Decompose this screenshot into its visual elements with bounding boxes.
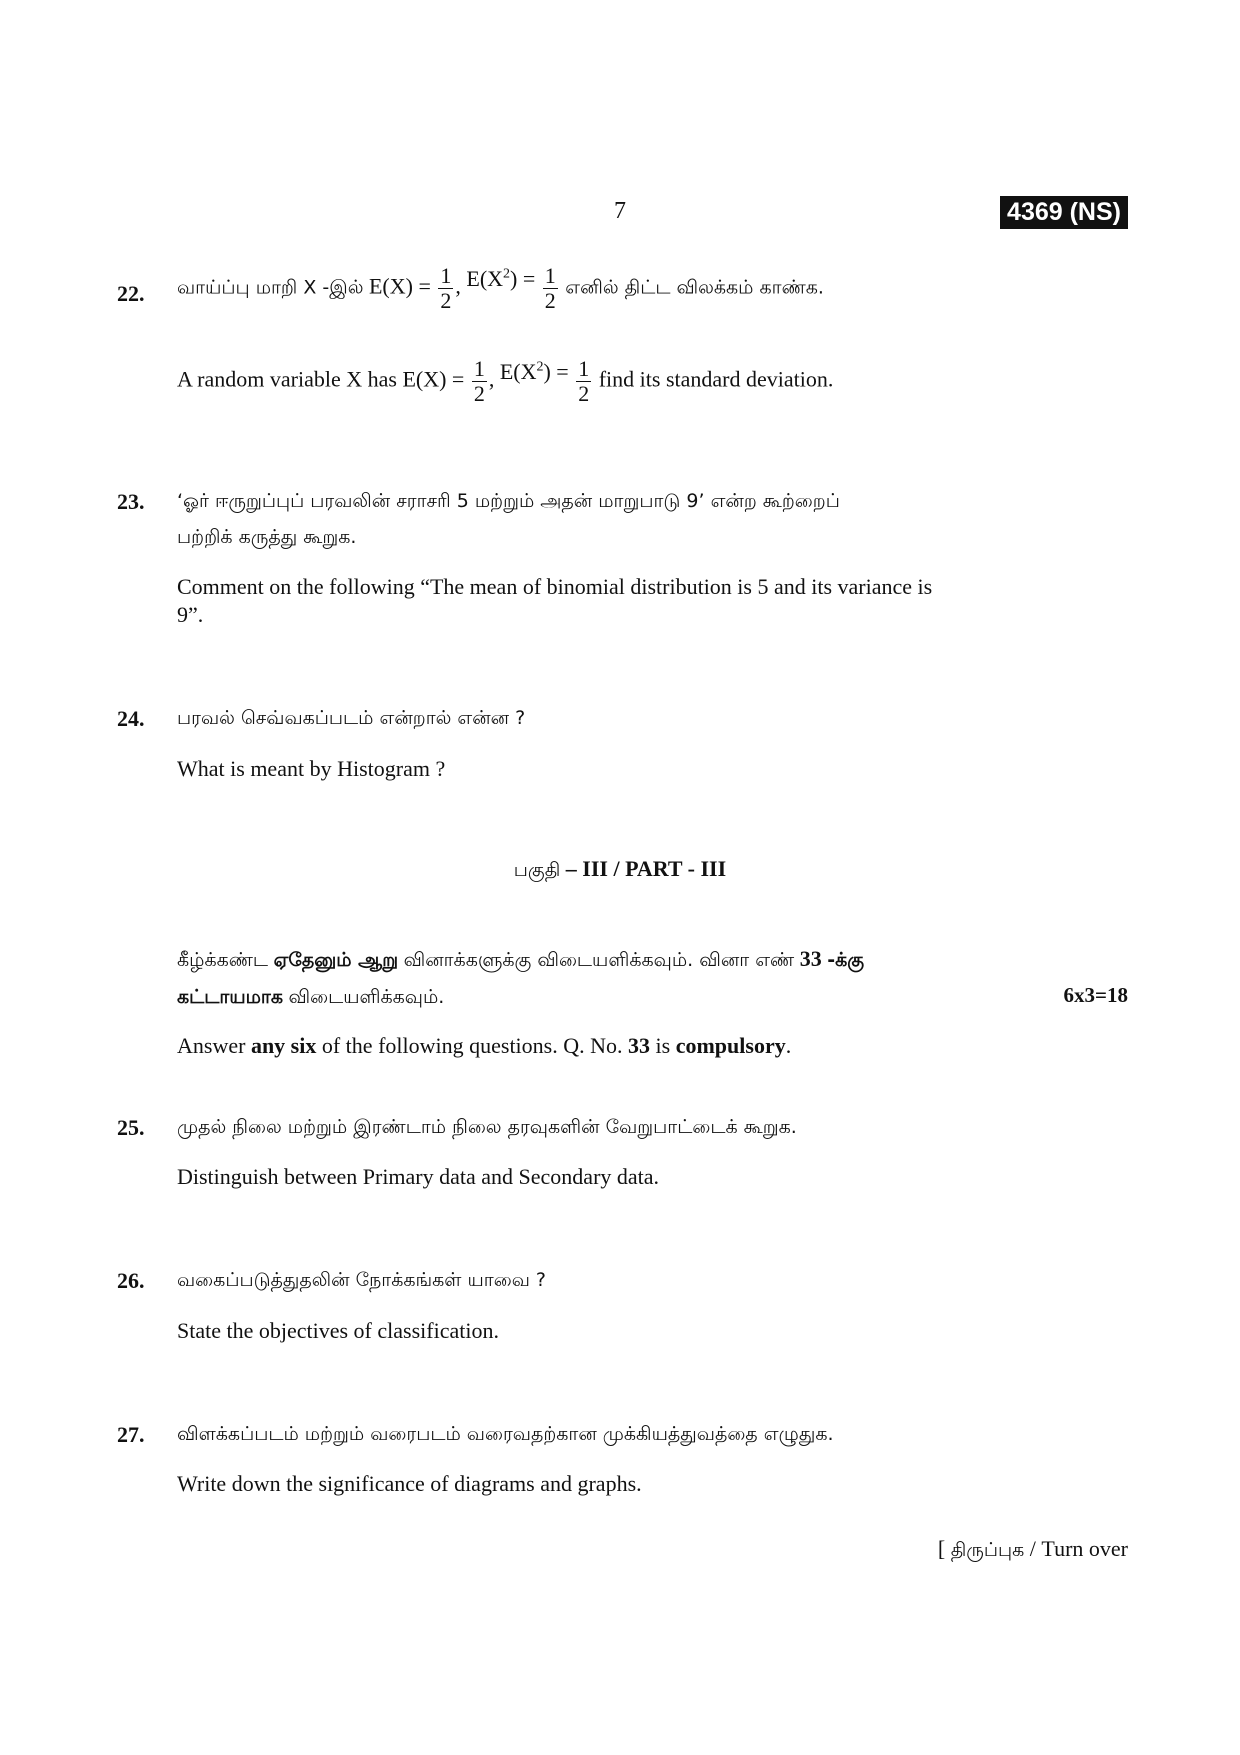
question-27-english: Write down the significance of diagrams and graphs.: [177, 1471, 642, 1496]
instructions-emphasis: கட்டாயமாக: [177, 986, 283, 1008]
question-22-tamil: [177, 264, 824, 313]
paper-code-badge: 4369 (NS): [1000, 196, 1128, 229]
question-number-26: 26.: [117, 1268, 145, 1293]
part-heading-label: – III / PART - III: [565, 856, 727, 881]
instructions-english: Answer any six of the following questions. Q. No. 33 is compulsory.: [177, 1033, 792, 1058]
question-23-english-line2: 9”.: [177, 602, 204, 627]
comma: ,: [455, 273, 461, 299]
instructions-emphasis: ஏதேனும் ஆறு: [273, 949, 399, 971]
question-25-tamil: முதல் நிலை மற்றும் இரண்டாம் நிலை தரவுகளின் வேறுபாட்டைக் கூறுக.: [177, 1116, 797, 1138]
fraction-half: [472, 357, 487, 406]
second-moment-label: $E(X^2)$ =: [499, 358, 569, 384]
instructions-tamil-line1: கீழ்க்கண்ட ஏதேனும் ஆறு வினாக்களுக்கு விடையளிக்கவும். வினா எண் 33 -க்கு: [177, 946, 865, 971]
fraction-numerator: 1: [473, 356, 485, 381]
fraction-half: [438, 264, 453, 313]
fraction-numerator: 1: [578, 356, 590, 381]
fraction-numerator: 1: [544, 263, 556, 288]
question-26-english: State the objectives of classification.: [177, 1318, 499, 1343]
comma: ,: [488, 366, 495, 392]
fraction-denominator: 2: [440, 288, 452, 314]
question-22-english-prefix: A random variable X has: [177, 366, 397, 392]
question-number-23: 23.: [117, 489, 145, 514]
question-25-english: Distinguish between Primary data and Secondary data.: [177, 1164, 660, 1189]
part-heading-tamil: பகுதி: [513, 859, 561, 881]
fraction-numerator: 1: [440, 263, 452, 288]
fraction-half: [543, 264, 558, 313]
question-number-27: 27.: [117, 1422, 145, 1447]
fraction-denominator: 2: [544, 288, 556, 314]
expectation-label: E(X) =: [368, 273, 431, 299]
second-moment-label: $E(X^2)$ =: [466, 265, 536, 291]
fraction-denominator: 2: [578, 381, 590, 407]
turn-over-note: [ திருப்புக / Turn over: [937, 1536, 1128, 1561]
question-number-22: 22.: [117, 281, 145, 306]
fraction-half: [576, 357, 591, 406]
instructions-tamil-line2: கட்டாயமாக விடையளிக்கவும்.: [177, 986, 445, 1008]
part-three-heading: [0, 856, 1240, 884]
question-22-tamil-suffix: எனில் திட்ட விலக்கம் காண்க.: [565, 276, 824, 299]
question-22-english-suffix: find its standard deviation.: [598, 366, 834, 392]
expectation-label: E(X) =: [402, 366, 465, 392]
compulsory-question-number: 33: [799, 946, 822, 971]
question-27-tamil: விளக்கப்படம் மற்றும் வரைபடம் வரைவதற்கான முக்கியத்துவத்தை எழுதுக.: [177, 1423, 834, 1445]
question-26-tamil: வகைப்படுத்துதலின் நோக்கங்கள் யாவை ?: [177, 1269, 546, 1291]
question-22-english: [177, 357, 833, 406]
question-number-25: 25.: [117, 1115, 145, 1140]
question-number-24: 24.: [117, 706, 145, 731]
question-23-tamil-line1: ‘ஓர் ஈருறுப்புப் பரவலின் சராசரி 5 மற்றும் அதன் மாறுபாடு 9’ என்ற கூற்றைப்: [177, 490, 840, 512]
question-24-tamil: பரவல் செவ்வகப்படம் என்றால் என்ன ?: [177, 707, 526, 729]
marks-allocation: 6x3=18: [1063, 983, 1128, 1007]
question-24-english: What is meant by Histogram ?: [177, 756, 446, 781]
question-23-tamil-line2: பற்றிக் கருத்து கூறுக.: [177, 526, 357, 548]
question-22-tamil-prefix: வாய்ப்பு மாறி X -இல்: [177, 276, 364, 299]
question-23-english-line1: Comment on the following “The mean of binomial distribution is 5 and its variance is: [177, 574, 933, 599]
fraction-denominator: 2: [473, 381, 485, 407]
page-number: 7: [614, 198, 626, 224]
